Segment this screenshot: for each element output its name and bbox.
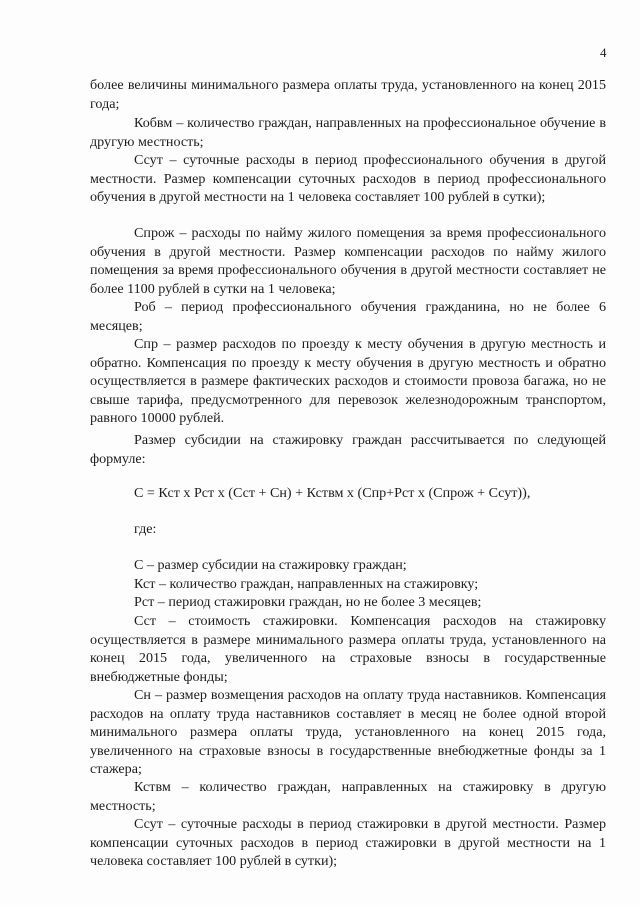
paragraph-sproz: Спрож – расходы по найму жилого помещения за время профессионального обучения в другой местности. Размер компенсации расходов по найму жилого помещения за время профессионального обучения в другой местности составляет не более 1100 рублей в сутки на 1 человека; [90, 225, 606, 297]
paragraph-kobvm: Кобвм – количество граждан, направленных на профессиональное обучение в другую местность; [90, 115, 606, 150]
paragraph-spr: Спр – размер расходов по проезду к месту обучения в другую местность и обратно. Компенсация по проезду к месту обучения в другую местность и обратно осуществляется в размере фактических расходов и стоимости провоза багажа, но не свыше тарифа, предусмотренного для перевозок железнодорожным транспортом, равного 10000 рублей. [90, 336, 606, 427]
where-label: где: [134, 521, 157, 537]
subsidy-formula: С = Кст х Рст х (Сст + Сн) + Кствм х (Спр+Рст х (Спрож + Ссут)), [134, 485, 531, 501]
paragraph-sn: Сн – размер возмещения расходов на оплату труда наставников. Компенсация расходов на оплату труда наставников составляет в месяц не более одной второй минимального размера оплаты труда, установленного на конец 2015 года, увеличенного на страховые взносы в государственные внебюджетные фонды за 1 стажера; [90, 687, 606, 778]
page-number: 4 [600, 45, 607, 60]
paragraph-subsidy-formula-intro: Размер субсидии на стажировку граждан рассчитывается по следующей формуле: [90, 432, 606, 467]
paragraph-c: С – размер субсидии на стажировку граждан; [134, 557, 407, 573]
paragraph-ssut-internship: Ссут – суточные расходы в период стажировки в другой местности. Размер компенсации суточных расходов в период стажировки в другой местности на 1 человека составляет 100 рублей в сутки); [90, 816, 606, 870]
paragraph-rst: Рст – период стажировки граждан, но не более 3 месяцев; [134, 594, 482, 610]
paragraph-sst: Сст – стоимость стажировки. Компенсация расходов на стажировку осуществляется в размере минимального размера оплаты труда, установленного на конец 2015 года, увеличенного на страховые взносы в государственные внебюджетные фонды; [90, 613, 606, 685]
paragraph-rob: Роб – период профессионального обучения гражданина, но не более 6 месяцев; [90, 299, 606, 334]
paragraph-kst: Кст – количество граждан, направленных на стажировку; [134, 576, 479, 592]
paragraph-mrot-continuation: более величины минимального размера оплаты труда, установленного на конец 2015 года; [90, 77, 606, 112]
paragraph-kstvm: Кствм – количество граждан, направленных на стажировку в другую местность; [90, 779, 606, 814]
paragraph-ssut-training: Ссут – суточные расходы в период профессионального обучения в другой местности. Размер компенсации суточных расходов в период профессионального обучения в другой местности на 1 человека составляет 100 рублей в сутки); [90, 152, 606, 206]
